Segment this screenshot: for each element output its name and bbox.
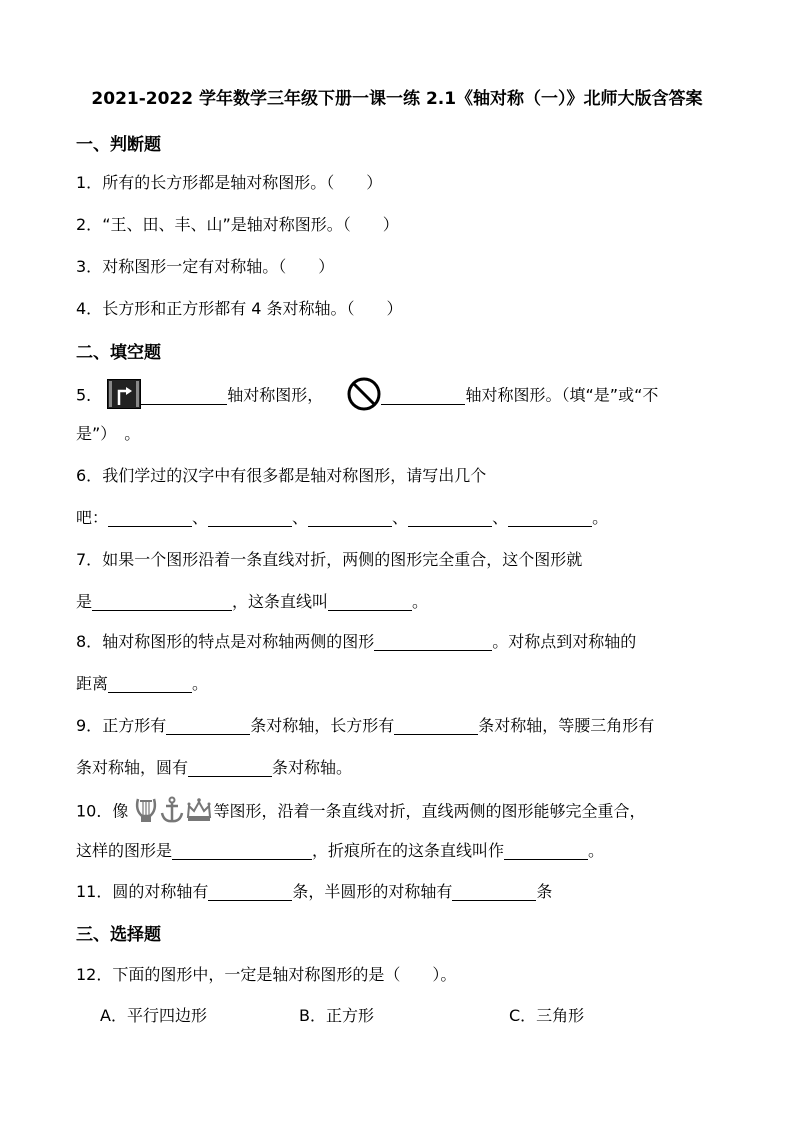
question-number: 10． (76, 801, 113, 821)
answer-blank[interactable] (374, 632, 492, 651)
question-text: 长方形和正方形都有 4 条对称轴。（ ） (102, 299, 403, 318)
question-text: 我们学过的汉字中有很多都是轴对称图形，请写出几个 (102, 466, 487, 485)
option-a[interactable]: A．平行四边形 (100, 1006, 207, 1025)
prohibition-sign-icon (347, 377, 381, 415)
answer-blank[interactable] (172, 841, 312, 860)
question-5-continued: 是”） 。 (76, 424, 141, 443)
question-10 (76, 796, 646, 828)
question-text: 条对称轴。 (272, 758, 353, 777)
answer-blank[interactable] (508, 508, 592, 527)
question-text: 。 (592, 508, 609, 527)
separator: 、 (492, 508, 509, 527)
question-10-continued (76, 838, 604, 861)
question-number: 7． (76, 550, 103, 569)
question-text: 吧： (76, 508, 109, 527)
answer-blank[interactable] (328, 592, 412, 611)
question-text: 所有的长方形都是轴对称图形。（ ） (102, 173, 383, 192)
question-text: 。 (192, 674, 209, 693)
question-number: 4． (76, 299, 103, 318)
section-heading-judgment: 一、判断题 (76, 135, 161, 155)
question-text: 条对称轴，圆有 (76, 758, 189, 777)
question-9 (76, 713, 654, 736)
question-2 (76, 212, 399, 235)
answer-blank[interactable] (92, 592, 232, 611)
question-text: 。 (588, 841, 605, 860)
question-text: 轴对称图形。（填“是”或“不 (465, 385, 659, 405)
question-number: 1． (76, 173, 103, 192)
separator: 、 (292, 508, 309, 527)
separator: 、 (392, 508, 409, 527)
answer-blank[interactable] (504, 841, 588, 860)
answer-blank[interactable] (208, 882, 292, 901)
question-text: 。对称点到对称轴的 (492, 632, 637, 651)
question-number: 5． (76, 385, 103, 405)
question-8-continued (76, 671, 208, 694)
question-text: 是 (76, 592, 93, 611)
answer-blank[interactable] (108, 508, 192, 527)
question-text: 条对称轴，长方形有 (250, 716, 395, 735)
question-4 (76, 296, 403, 319)
question-text: 像 (112, 801, 129, 821)
answer-blank[interactable] (141, 386, 227, 405)
question-7 (76, 547, 582, 570)
question-text: 圆的对称轴有 (112, 882, 209, 901)
answer-blank[interactable] (381, 386, 465, 405)
question-3 (76, 254, 334, 277)
question-6 (76, 463, 486, 486)
question-8 (76, 629, 636, 652)
question-number: 3． (76, 257, 103, 276)
answer-blank[interactable] (452, 882, 536, 901)
question-text: 条 (536, 882, 553, 901)
answer-blank[interactable] (208, 508, 292, 527)
question-text: ，折痕所在的这条直线叫作 (312, 841, 505, 860)
question-number: 6． (76, 466, 103, 485)
answer-blank[interactable] (308, 508, 392, 527)
question-number: 9． (76, 716, 103, 735)
answer-blank[interactable] (166, 716, 250, 735)
question-text: 正方形有 (102, 716, 167, 735)
answer-blank[interactable] (108, 674, 192, 693)
question-text: 对称图形一定有对称轴。（ ） (102, 257, 335, 276)
question-number: 11． (76, 882, 113, 901)
option-b[interactable]: B．正方形 (299, 1006, 374, 1025)
question-number: 8． (76, 632, 103, 651)
question-text: 条对称轴，等腰三角形有 (478, 716, 655, 735)
question-7-continued (76, 589, 428, 612)
crown-icon (185, 796, 213, 828)
separator: 、 (192, 508, 209, 527)
question-text: 。 (412, 592, 429, 611)
question-text: 下面的图形中，一定是轴对称图形的是（ ）。 (112, 965, 457, 984)
answer-blank[interactable] (394, 716, 478, 735)
question-6-continued (76, 505, 608, 528)
option-c[interactable]: C．三角形 (509, 1006, 585, 1025)
question-text: 这样的图形是 (76, 841, 173, 860)
question-text: “王、田、丰、山”是轴对称图形。（ ） (102, 215, 399, 234)
question-text: 轴对称图形， (227, 385, 324, 405)
question-text: ，这条直线叫 (232, 592, 329, 611)
question-1 (76, 170, 382, 193)
lyre-icon (133, 796, 159, 828)
turn-arrow-sign-icon (107, 379, 141, 413)
answer-blank[interactable] (408, 508, 492, 527)
question-text: 轴对称图形的特点是对称轴两侧的图形 (102, 632, 375, 651)
anchor-icon (159, 796, 185, 828)
question-12 (76, 962, 456, 985)
question-9-continued (76, 755, 352, 778)
question-5 (76, 377, 658, 415)
section-heading-fill: 二、填空题 (76, 343, 161, 363)
question-text: 距离 (76, 674, 109, 693)
question-text: 如果一个图形沿着一条直线对折，两侧的图形完全重合，这个图形就 (102, 550, 583, 569)
question-11 (76, 879, 552, 902)
question-number: 12． (76, 965, 113, 984)
question-text: 等图形，沿着一条直线对折，直线两侧的图形能够完全重合， (213, 801, 646, 821)
answer-blank[interactable] (188, 758, 272, 777)
page-title: 2021-2022 学年数学三年级下册一课一练 2.1《轴对称（一）》北师大版含答案 (91, 89, 703, 109)
question-text: 条，半圆形的对称轴有 (292, 882, 453, 901)
section-heading-choice: 三、选择题 (76, 925, 161, 945)
question-number: 2． (76, 215, 103, 234)
